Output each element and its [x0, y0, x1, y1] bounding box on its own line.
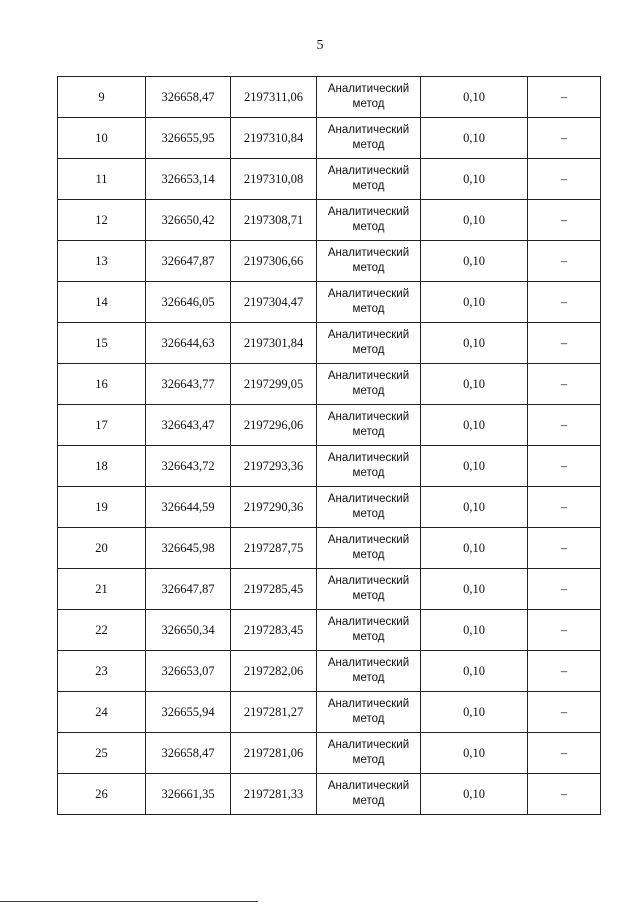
method-line-2: метод [352, 426, 385, 438]
note-cell: – [528, 323, 601, 364]
method-cell [317, 405, 421, 446]
method-line-1: Аналитический [327, 616, 410, 628]
note-cell: – [528, 487, 601, 528]
x-coordinate-cell: 326655,95 [146, 118, 231, 159]
method-line-1: Аналитический [327, 780, 410, 792]
x-coordinate-cell: 326646,05 [146, 282, 231, 323]
method-cell [317, 651, 421, 692]
method-line-2: метод [352, 590, 385, 602]
page-number: 5 [316, 38, 324, 53]
y-coordinate-cell: 2197281,33 [231, 774, 317, 815]
y-coordinate-cell: 2197310,84 [231, 118, 317, 159]
y-coordinate-cell: 2197310,08 [231, 159, 317, 200]
method-line-1: Аналитический [327, 411, 410, 423]
y-coordinate-cell: 2197299,05 [231, 364, 317, 405]
x-coordinate-cell: 326653,07 [146, 651, 231, 692]
table-row [58, 774, 601, 815]
method-line-2: метод [352, 180, 385, 192]
table-row [58, 610, 601, 651]
x-coordinate-cell: 326643,47 [146, 405, 231, 446]
method-line-1: Аналитический [327, 165, 410, 177]
table-row [58, 569, 601, 610]
method-cell [317, 364, 421, 405]
accuracy-cell: 0,10 [421, 323, 528, 364]
method-cell [317, 200, 421, 241]
accuracy-cell: 0,10 [421, 200, 528, 241]
point-number-cell: 10 [58, 118, 146, 159]
method-line-1: Аналитический [327, 124, 410, 136]
x-coordinate-cell: 326658,47 [146, 733, 231, 774]
accuracy-cell: 0,10 [421, 610, 528, 651]
note-cell: – [528, 364, 601, 405]
accuracy-cell: 0,10 [421, 282, 528, 323]
method-cell [317, 323, 421, 364]
point-number-cell: 24 [58, 692, 146, 733]
y-coordinate-cell: 2197283,45 [231, 610, 317, 651]
accuracy-cell: 0,10 [421, 528, 528, 569]
method-line-2: метод [352, 385, 385, 397]
x-coordinate-cell: 326645,98 [146, 528, 231, 569]
method-line-2: метод [352, 713, 385, 725]
accuracy-cell: 0,10 [421, 405, 528, 446]
method-line-1: Аналитический [327, 534, 410, 546]
point-number-cell: 23 [58, 651, 146, 692]
note-cell: – [528, 528, 601, 569]
x-coordinate-cell: 326653,14 [146, 159, 231, 200]
x-coordinate-cell: 326655,94 [146, 692, 231, 733]
note-cell: – [528, 405, 601, 446]
note-cell: – [528, 610, 601, 651]
footer-rule [0, 901, 258, 902]
x-coordinate-cell: 326644,63 [146, 323, 231, 364]
point-number-cell: 11 [58, 159, 146, 200]
table-row [58, 692, 601, 733]
point-number-cell: 9 [58, 77, 146, 118]
method-cell [317, 159, 421, 200]
y-coordinate-cell: 2197306,66 [231, 241, 317, 282]
note-cell: – [528, 77, 601, 118]
table-row [58, 241, 601, 282]
method-line-2: метод [352, 344, 385, 356]
x-coordinate-cell: 326647,87 [146, 241, 231, 282]
point-number-cell: 18 [58, 446, 146, 487]
note-cell: – [528, 774, 601, 815]
x-coordinate-cell: 326661,35 [146, 774, 231, 815]
method-line-2: метод [352, 262, 385, 274]
method-line-2: метод [352, 795, 385, 807]
method-line-1: Аналитический [327, 288, 410, 300]
y-coordinate-cell: 2197296,06 [231, 405, 317, 446]
point-number-cell: 14 [58, 282, 146, 323]
method-line-2: метод [352, 467, 385, 479]
method-line-1: Аналитический [327, 575, 410, 587]
accuracy-cell: 0,10 [421, 569, 528, 610]
method-line-2: метод [352, 672, 385, 684]
point-number-cell: 15 [58, 323, 146, 364]
y-coordinate-cell: 2197290,36 [231, 487, 317, 528]
method-line-2: метод [352, 303, 385, 315]
x-coordinate-cell: 326647,87 [146, 569, 231, 610]
accuracy-cell: 0,10 [421, 733, 528, 774]
accuracy-cell: 0,10 [421, 651, 528, 692]
accuracy-cell: 0,10 [421, 364, 528, 405]
table-row [58, 364, 601, 405]
note-cell: – [528, 241, 601, 282]
table-row [58, 651, 601, 692]
table-row [58, 323, 601, 364]
point-number-cell: 25 [58, 733, 146, 774]
y-coordinate-cell: 2197285,45 [231, 569, 317, 610]
x-coordinate-cell: 326643,72 [146, 446, 231, 487]
method-line-1: Аналитический [327, 83, 410, 95]
point-number-cell: 19 [58, 487, 146, 528]
point-number-cell: 16 [58, 364, 146, 405]
coordinates-table-body [58, 77, 601, 815]
point-number-cell: 21 [58, 569, 146, 610]
point-number-cell: 22 [58, 610, 146, 651]
note-cell: – [528, 282, 601, 323]
note-cell: – [528, 692, 601, 733]
point-number-cell: 17 [58, 405, 146, 446]
accuracy-cell: 0,10 [421, 487, 528, 528]
note-cell: – [528, 118, 601, 159]
x-coordinate-cell: 326643,77 [146, 364, 231, 405]
method-cell [317, 569, 421, 610]
coordinates-table [57, 76, 601, 815]
y-coordinate-cell: 2197304,47 [231, 282, 317, 323]
x-coordinate-cell: 326650,42 [146, 200, 231, 241]
accuracy-cell: 0,10 [421, 446, 528, 487]
y-coordinate-cell: 2197301,84 [231, 323, 317, 364]
method-cell [317, 774, 421, 815]
y-coordinate-cell: 2197281,27 [231, 692, 317, 733]
table-row [58, 282, 601, 323]
table-row [58, 528, 601, 569]
method-line-1: Аналитический [327, 657, 410, 669]
method-cell [317, 118, 421, 159]
table-row [58, 118, 601, 159]
method-line-2: метод [352, 98, 385, 110]
method-line-2: метод [352, 549, 385, 561]
point-number-cell: 12 [58, 200, 146, 241]
point-number-cell: 13 [58, 241, 146, 282]
note-cell: – [528, 569, 601, 610]
point-number-cell: 26 [58, 774, 146, 815]
note-cell: – [528, 159, 601, 200]
y-coordinate-cell: 2197282,06 [231, 651, 317, 692]
method-line-2: метод [352, 754, 385, 766]
table-row [58, 77, 601, 118]
method-line-2: метод [352, 631, 385, 643]
method-cell [317, 241, 421, 282]
y-coordinate-cell: 2197287,75 [231, 528, 317, 569]
table-row [58, 446, 601, 487]
note-cell: – [528, 446, 601, 487]
method-cell [317, 692, 421, 733]
method-cell [317, 528, 421, 569]
method-line-1: Аналитический [327, 206, 410, 218]
method-line-1: Аналитический [327, 329, 410, 341]
accuracy-cell: 0,10 [421, 774, 528, 815]
note-cell: – [528, 200, 601, 241]
accuracy-cell: 0,10 [421, 77, 528, 118]
table-row [58, 405, 601, 446]
method-cell [317, 733, 421, 774]
method-line-1: Аналитический [327, 452, 410, 464]
y-coordinate-cell: 2197281,06 [231, 733, 317, 774]
accuracy-cell: 0,10 [421, 159, 528, 200]
method-cell [317, 446, 421, 487]
note-cell: – [528, 733, 601, 774]
method-cell [317, 487, 421, 528]
accuracy-cell: 0,10 [421, 118, 528, 159]
method-line-2: метод [352, 139, 385, 151]
x-coordinate-cell: 326644,59 [146, 487, 231, 528]
method-line-2: метод [352, 508, 385, 520]
accuracy-cell: 0,10 [421, 692, 528, 733]
method-cell [317, 77, 421, 118]
table-row [58, 487, 601, 528]
table-row [58, 200, 601, 241]
method-line-1: Аналитический [327, 493, 410, 505]
method-cell [317, 610, 421, 651]
y-coordinate-cell: 2197293,36 [231, 446, 317, 487]
point-number-cell: 20 [58, 528, 146, 569]
y-coordinate-cell: 2197311,06 [231, 77, 317, 118]
method-line-1: Аналитический [327, 739, 410, 751]
method-cell [317, 282, 421, 323]
method-line-1: Аналитический [327, 698, 410, 710]
table-row [58, 733, 601, 774]
method-line-2: метод [352, 221, 385, 233]
y-coordinate-cell: 2197308,71 [231, 200, 317, 241]
method-line-1: Аналитический [327, 370, 410, 382]
x-coordinate-cell: 326658,47 [146, 77, 231, 118]
accuracy-cell: 0,10 [421, 241, 528, 282]
table-row [58, 159, 601, 200]
note-cell: – [528, 651, 601, 692]
method-line-1: Аналитический [327, 247, 410, 259]
x-coordinate-cell: 326650,34 [146, 610, 231, 651]
